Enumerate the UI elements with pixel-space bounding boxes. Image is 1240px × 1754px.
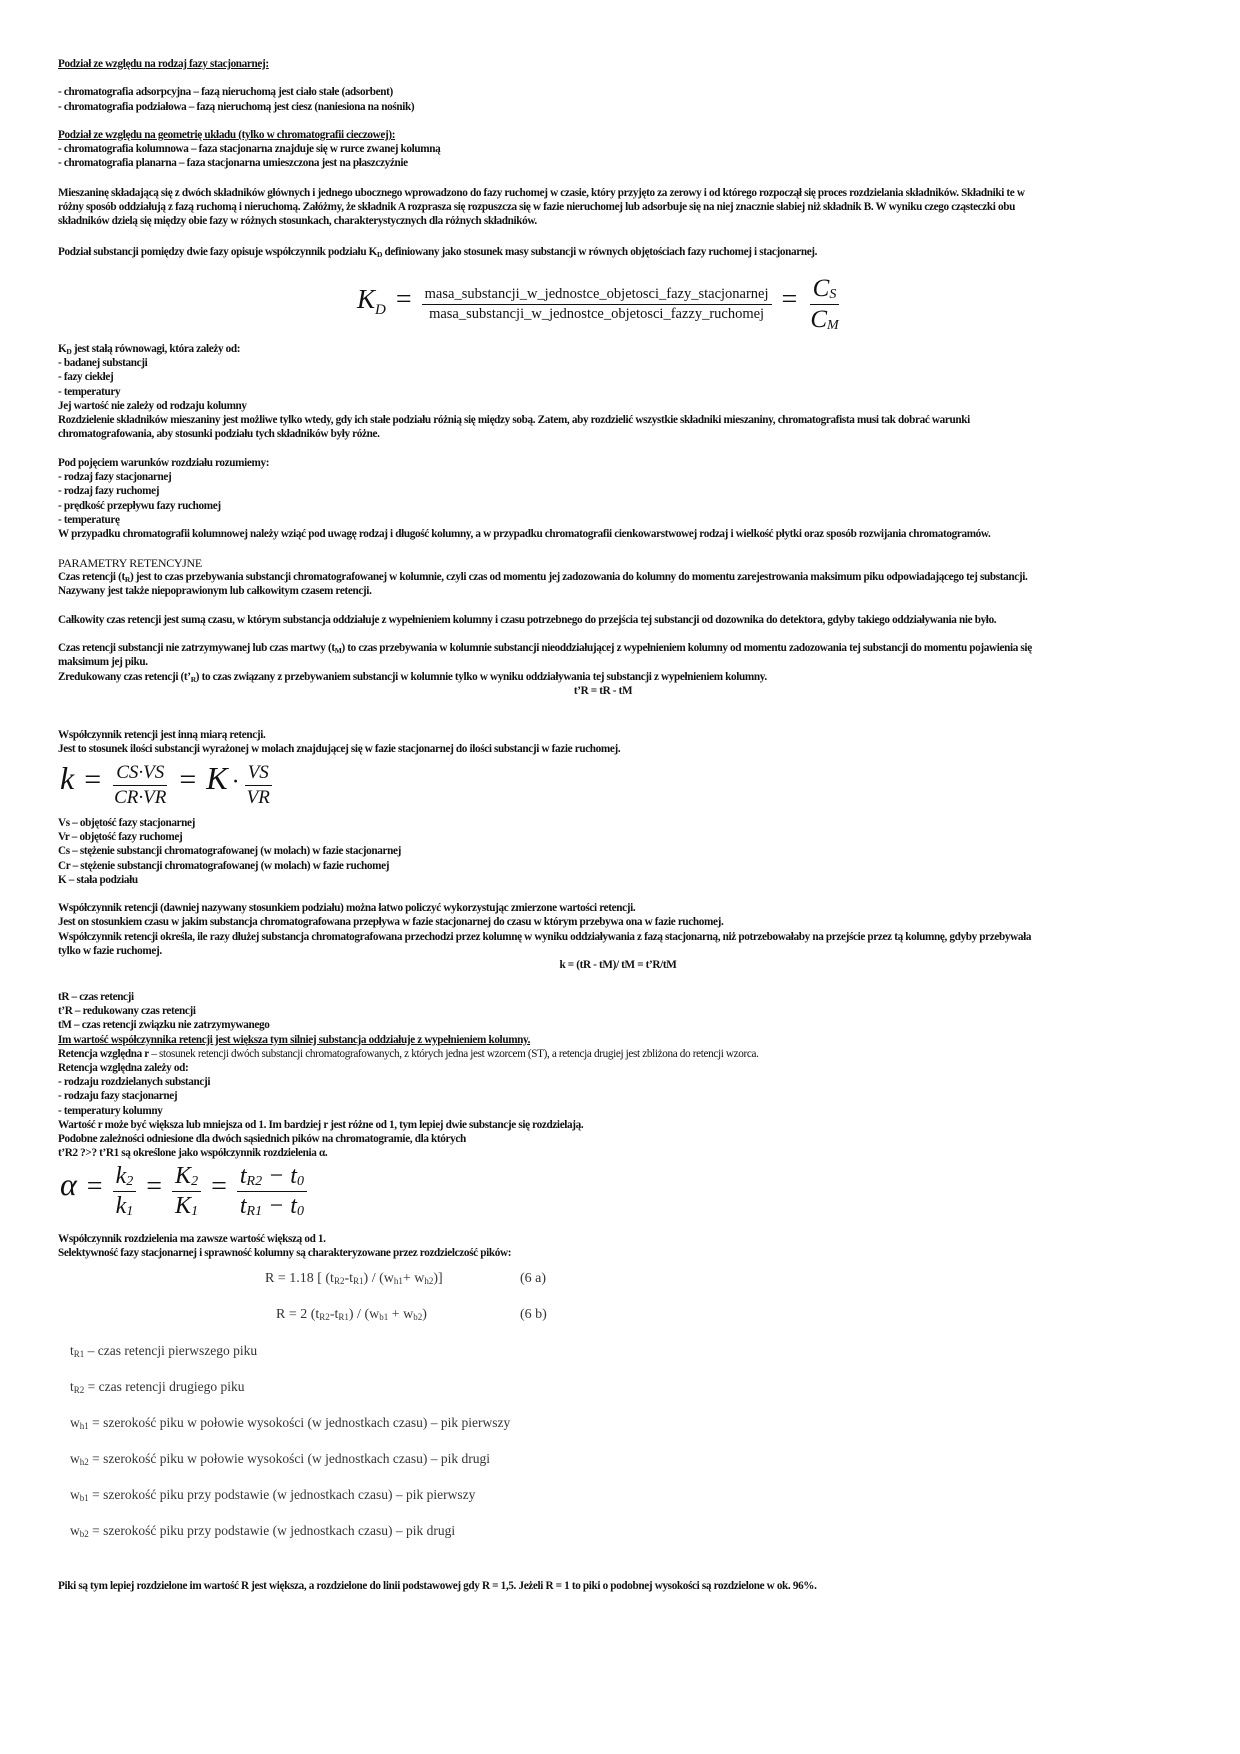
underlined-note: Im wartość współczynnika retencji jest większa tym silniej substancja oddziałuje z wypełnieniem kolumny. <box>58 1033 531 1046</box>
formula-subscript: R1 <box>246 1204 263 1219</box>
formula-symbol: K <box>357 284 376 315</box>
text: tylko w fazie ruchomej. <box>58 944 162 957</box>
text: Nazywany jest także niepoprawionym lub całkowitym czasem retencji. <box>58 585 372 598</box>
formula-symbol: K <box>175 1193 192 1219</box>
paragraph-line: Rozdzielenie składników mieszaniny jest możliwe tylko wtedy, gdy ich stałe podziału różnią się między sobą. Zatem, aby rozdzielić wszystkie składniki mieszaniny, chromatografista musi tak dobrać warunki <box>58 414 970 427</box>
formula-symbol: K <box>206 760 228 796</box>
formula-subscript: 1 <box>126 1204 134 1219</box>
paragraph-line: Mieszaninę składającą się z dwóch składników głównych i jednego ubocznego wprowadzono do fazy ruchomej w czasie, który przyjęto za zerowy i od którego rozpoczął się proces rozdzielania składników. Składniki te w <box>58 187 1025 199</box>
subscript: h1 <box>79 1421 89 1431</box>
list-item: - temperatury kolumny <box>58 1104 163 1117</box>
subscript: b1 <box>79 1493 89 1503</box>
text: Jest on stosunkiem czasu w jakim substancja chromatografowana przepływa w fazie stacjonarnej do czasu w którym przebywa ona w fazie ruchomej. <box>58 916 724 929</box>
resolution-legend-item <box>70 1343 257 1359</box>
equation-label: (6 a) <box>520 1271 547 1286</box>
formula-text: R = 1.18 [ (t <box>265 1271 334 1286</box>
formula-symbol: k <box>60 760 75 796</box>
formula-operator: · <box>231 769 240 795</box>
formula-subscript: M <box>827 318 839 333</box>
text: (dawniej nazywany stosunkiem podziału) można łatwo policzyć wykorzystując zmierzone wartości retencji. <box>157 902 636 915</box>
paragraph-line: chromatografowania, aby stosunki podziału tych składników były różne. <box>58 428 380 441</box>
text: Retencja względna zależy od: <box>58 1062 189 1075</box>
formula-denominator: CR·VR <box>114 786 167 808</box>
subscript: R <box>124 575 130 585</box>
note: Jej wartość nie zależy od rodzaju kolumny <box>58 399 247 412</box>
term: współczynnik rozdzielenia α. <box>200 1147 328 1160</box>
section-retention-coefficient <box>58 728 1178 756</box>
legend-item: Cs – stężenie substancji chromatografowanej (w molach) w fazie stacjonarnej <box>58 845 401 858</box>
formula-denominator: VR <box>246 786 270 808</box>
text: = szerokość piku przy podstawie (w jednostkach czasu) – pik pierwszy <box>88 1487 476 1502</box>
subscript: R2 <box>73 1385 85 1395</box>
symbol: t <box>70 1379 74 1394</box>
list-item: - chromatografia planarna – faza stacjonarna umieszczona jest na płaszczyźnie <box>58 157 408 170</box>
formula-subscript: 0 <box>296 1204 304 1219</box>
term: Współczynnik retencji <box>58 902 158 915</box>
formula-subscript: 2 <box>191 1174 199 1189</box>
symbol: w <box>70 1523 80 1538</box>
list-item: - temperaturę <box>58 513 120 526</box>
formula-symbol: k <box>115 1193 127 1219</box>
legend-item: tM – czas retencji związku nie zatrzymywanego <box>58 1019 270 1032</box>
formula-denominator: masa_substancji_w_jednostce_objetosci_fazzy_ruchomej <box>429 306 765 322</box>
formula-symbol: k <box>115 1163 127 1189</box>
formula-numerator: masa_substancji_w_jednostce_objetosci_fazy_stacjonarnej <box>422 286 772 305</box>
section-heading: PARAMETRY RETENCYJNE <box>58 556 202 570</box>
formula-symbol: K <box>175 1163 192 1189</box>
section-geometry <box>58 128 1178 171</box>
legend-item: K – stała podziału <box>58 873 138 886</box>
text: ) to czas związany z przebywaniem substancji w kolumnie tylko w wyniku oddziaływania tej substancji z wypełnieniem kolumny. <box>195 670 767 683</box>
list-item: - chromatografia adsorpcyjna – fazą nieruchomą jest ciało stałe (adsorbent) <box>58 86 393 99</box>
note: W przypadku chromatografii kolumnowej należy wziąć pod uwagę rodzaj i długość kolumny, a w przypadku chromatografii cienkowarstwowej rodzaj i wielkość płytki oraz sposób rozwijania chromatogramów. <box>58 528 991 541</box>
subscript: b2 <box>79 1529 89 1539</box>
section-stationary-phase <box>58 57 1178 114</box>
legend-item: Cr – stężenie substancji chromatografowanej (w molach) w fazie ruchomej <box>58 859 390 872</box>
text: = szerokość piku przy podstawie (w jednostkach czasu) – pik drugi <box>88 1523 456 1538</box>
formula-symbol: t <box>239 1193 247 1219</box>
list-item: - chromatografia podziałowa – fazą nieruchomą jest ciesz (naniesiona na nośnik) <box>58 100 415 113</box>
formula-numerator: CS·VS <box>113 762 167 786</box>
text: ) to czas przebywania w kolumnie substancji nieoddziałującej z wypełnieniem kolumny od momentu zadozowania tej substancji do momentu pojawienia się <box>341 642 1032 655</box>
subscript: h2 <box>79 1457 89 1467</box>
list-item: - fazy ciekłej <box>58 371 114 384</box>
text: – czas retencji pierwszego piku <box>84 1343 258 1358</box>
list-item: - rodzaj fazy ruchomej <box>58 485 160 498</box>
symbol: w <box>70 1415 80 1430</box>
formula-text: R = 2 (t <box>276 1307 320 1322</box>
list-item: - rodzaju rozdzielanych substancji <box>58 1076 211 1089</box>
text: definiowany jako stosunek masy substancji w równych objętościach fazy ruchomej i stacjonarnej. <box>382 246 818 258</box>
equation-label: (6 b) <box>520 1307 547 1322</box>
text: Podobne zależności odniesione dla dwóch sąsiednich pików na chromatogramie, dla których <box>58 1133 466 1146</box>
formula-k: k = $\frac{CS\cdot VS}{CR\cdot VR}$ = K · $\frac{VS}{VR}$ <box>60 760 273 809</box>
term: współczynnik podziału K <box>265 246 377 258</box>
subscript: R1 <box>73 1349 85 1359</box>
list-item: - prędkość przepływu fazy ruchomej <box>58 499 221 512</box>
paragraph-line: różny sposób oddziałują z fazą ruchomą i nieruchomą. Załóżmy, że składnik A rozprasza się rozpuszcza się w fazie nieruchomej lub adsorbuje się na niej znacznie słabiej niż składnik B. W wyniku czego cząsteczki obu <box>58 201 1015 214</box>
resolution-intro <box>58 1232 1178 1260</box>
symbol: w <box>70 1487 80 1502</box>
list-item: - chromatografia kolumnowa – faza stacjonarna znajduje się w rurce zwanej kolumną <box>58 143 441 156</box>
resolution-legend-item <box>70 1415 510 1431</box>
formula-subscript: 1 <box>191 1204 199 1219</box>
formula-subscript: R2 <box>246 1174 263 1189</box>
section-heading: Podział ze względu na geometrię układu (tylko w chromatografii cieczowej): <box>58 129 396 141</box>
resolution-legend-item <box>70 1487 475 1503</box>
formula-symbol: t <box>290 1163 297 1189</box>
symbol: K <box>58 343 67 355</box>
resolution-legend-item <box>70 1451 490 1467</box>
section-retention <box>58 556 1178 698</box>
term: Czas retencji substancji nie zatrzymywanej lub czas martwy (t <box>58 642 335 655</box>
formula-symbol: C <box>810 306 828 333</box>
formula-resolution-6b: R = 2 $(t_{R2}-t_{R1}) / (w_{b1} + w_{b2})$ (6 b) <box>276 1307 547 1322</box>
formula-numerator: VS <box>245 762 272 786</box>
text: Selektywność fazy stacjonarnej i sprawność kolumny są charakteryzowane przez <box>58 1247 420 1260</box>
intro: Pod pojęciem warunków rozdziału rozumiemy: <box>58 457 270 469</box>
text: maksimum jej piku. <box>58 656 148 669</box>
formula-symbol: C <box>812 275 830 302</box>
section-kd-constant <box>58 342 1178 441</box>
list-item: - temperatury <box>58 385 121 398</box>
subscript: R <box>190 674 196 684</box>
resolution-legend-item <box>70 1379 244 1395</box>
formula-alpha: α = $\frac{k_2}{k_1}$ = $\frac{K_2}{K_1}$ = $\frac{t_{R2} - t_0}{t_{R1} - t_0}$ <box>60 1163 307 1220</box>
subscript: M <box>334 646 342 656</box>
subscript: D <box>376 250 383 259</box>
text: Wartość r może być większa lub mniejsza od 1. Im bardziej r jest różne od 1, tym lepiej dwie substancje się rozdzielają. <box>58 1118 584 1131</box>
legend-item: tR – czas retencji <box>58 991 134 1003</box>
symbol: w <box>70 1451 80 1466</box>
paragraph-kd <box>58 245 1178 259</box>
formula-k-times: k = (tR - tM)/ tM = t’R/tM <box>559 959 677 972</box>
text: Współczynnik rozdzielenia ma zawsze wartość większą od 1. <box>58 1233 326 1245</box>
list-item: - rodzaju fazy stacjonarnej <box>58 1090 178 1103</box>
formula-subscript: S <box>829 287 837 302</box>
formula-symbol: t <box>239 1163 247 1189</box>
formula-reduced-retention: t’R = tR - tM <box>573 684 633 697</box>
term: Czas retencji (t <box>58 571 125 584</box>
resolution-legend-item <box>70 1523 455 1539</box>
symbol: t <box>70 1343 74 1358</box>
text: Podział substancji pomiędzy dwie fazy opisuje <box>58 246 266 258</box>
text: ) jest to czas przebywania substancji chromatografowanej w kolumnie, czyli czas od momentu jej zadozowania do kolumny do momentu zarejestrowania maksimum piku odpowiadającego tej substancji. <box>129 571 1028 584</box>
formula-symbol: α <box>60 1166 77 1203</box>
text: t’R2 ?>? t’R1 są określone jako <box>58 1147 201 1160</box>
text: = szerokość piku w połowie wysokości (w jednostkach czasu) – pik drugi <box>88 1451 491 1466</box>
final-note <box>58 1579 1178 1593</box>
text: jest stałą równowagi, która zależy od: <box>71 343 241 355</box>
formula-subscript: 2 <box>126 1174 134 1189</box>
text: Jest to stosunek ilości substancji wyrażonej w molach znajdującej się w fazie stacjonarnej do ilości substancji w fazie ruchomej. <box>58 743 621 756</box>
legend-item: Vr – objętość fazy ruchomej <box>58 831 183 844</box>
subscript: D <box>66 347 72 356</box>
formula-subscript: 0 <box>296 1174 304 1189</box>
legend-item: Vs – objętość fazy stacjonarnej <box>58 817 196 829</box>
term: rozdzielczość pików <box>419 1247 508 1260</box>
text: = czas retencji drugiego piku <box>84 1379 245 1394</box>
list-item: - rodzaj fazy stacjonarnej <box>58 471 172 484</box>
text: : <box>507 1247 512 1260</box>
symbols-list <box>58 990 1178 1160</box>
term: Całkowity czas retencji <box>58 613 161 626</box>
legend-item: t’R – redukowany czas retencji <box>58 1005 196 1018</box>
text: Współczynnik retencji określa, ile razy dłużej substancja chromatografowana przechodzi przez kolumnę w wyniku oddziaływania z fazą stacjonarną, niż potrzebowałaby na przejście przez tą kolumnę, gdyby przebywała <box>58 930 1032 943</box>
paragraph-mixture <box>58 186 1178 229</box>
formula-kd: $K_D$ = $\frac{\text{masa\_substancji\_w\_jednostce\_objetosci\_fazy\_stacjonarnej}}{\text{masa\_substancji\_w\_jednostce\_objetosci\_fazzy\_ruchomej}}$ = $\frac{C_S}{C_M}$ <box>357 275 839 333</box>
section-heading: Podział ze względu na rodzaj fazy stacjonarnej: <box>58 58 269 70</box>
text: = szerokość piku w połowie wysokości (w jednostkach czasu) – pik pierwszy <box>88 1415 511 1430</box>
formula-subscript: D <box>375 302 386 319</box>
formula-resolution-6a: R = 1.18 [ $(t_{R2}-t_{R1}) / (w_{h1}+ w_{h2})$] (6 a) <box>265 1271 547 1286</box>
coefficient-legend <box>58 816 1178 972</box>
text: Piki są tym lepiej rozdzielone im wartość R jest większa, a rozdzielone do linii podstawowej gdy R = 1,5. Jeżeli R = 1 to piki o podobnej wysokości są rozdzielone w ok. 96%. <box>58 1580 817 1592</box>
paragraph-line: składników dzielą się między obie fazy w różnych stosunkach, charakterystycznych dla różnych składników. <box>58 215 537 228</box>
text: Współczynnik retencji jest inną miarą retencji. <box>58 729 266 741</box>
term: Retencja względna r <box>58 1047 149 1060</box>
term: Zredukowany czas retencji (t’ <box>58 670 191 683</box>
section-conditions <box>58 456 1178 541</box>
formula-symbol: t <box>290 1193 297 1219</box>
text: – stosunek retencji dwóch substancji chromatografowanych, z których jedna jest wzorcem (ST), a retencja drugiej jest zbliżona do retencji wzorca. <box>148 1047 759 1060</box>
text: jest sumą czasu, w którym substancja oddziałuje z wypełnieniem kolumny i czasu potrzebnego do przejścia tej substancji od dozownika do detektora, gdyby takiego oddziaływania nie było. <box>160 613 997 626</box>
list-item: - badanej substancji <box>58 357 148 370</box>
